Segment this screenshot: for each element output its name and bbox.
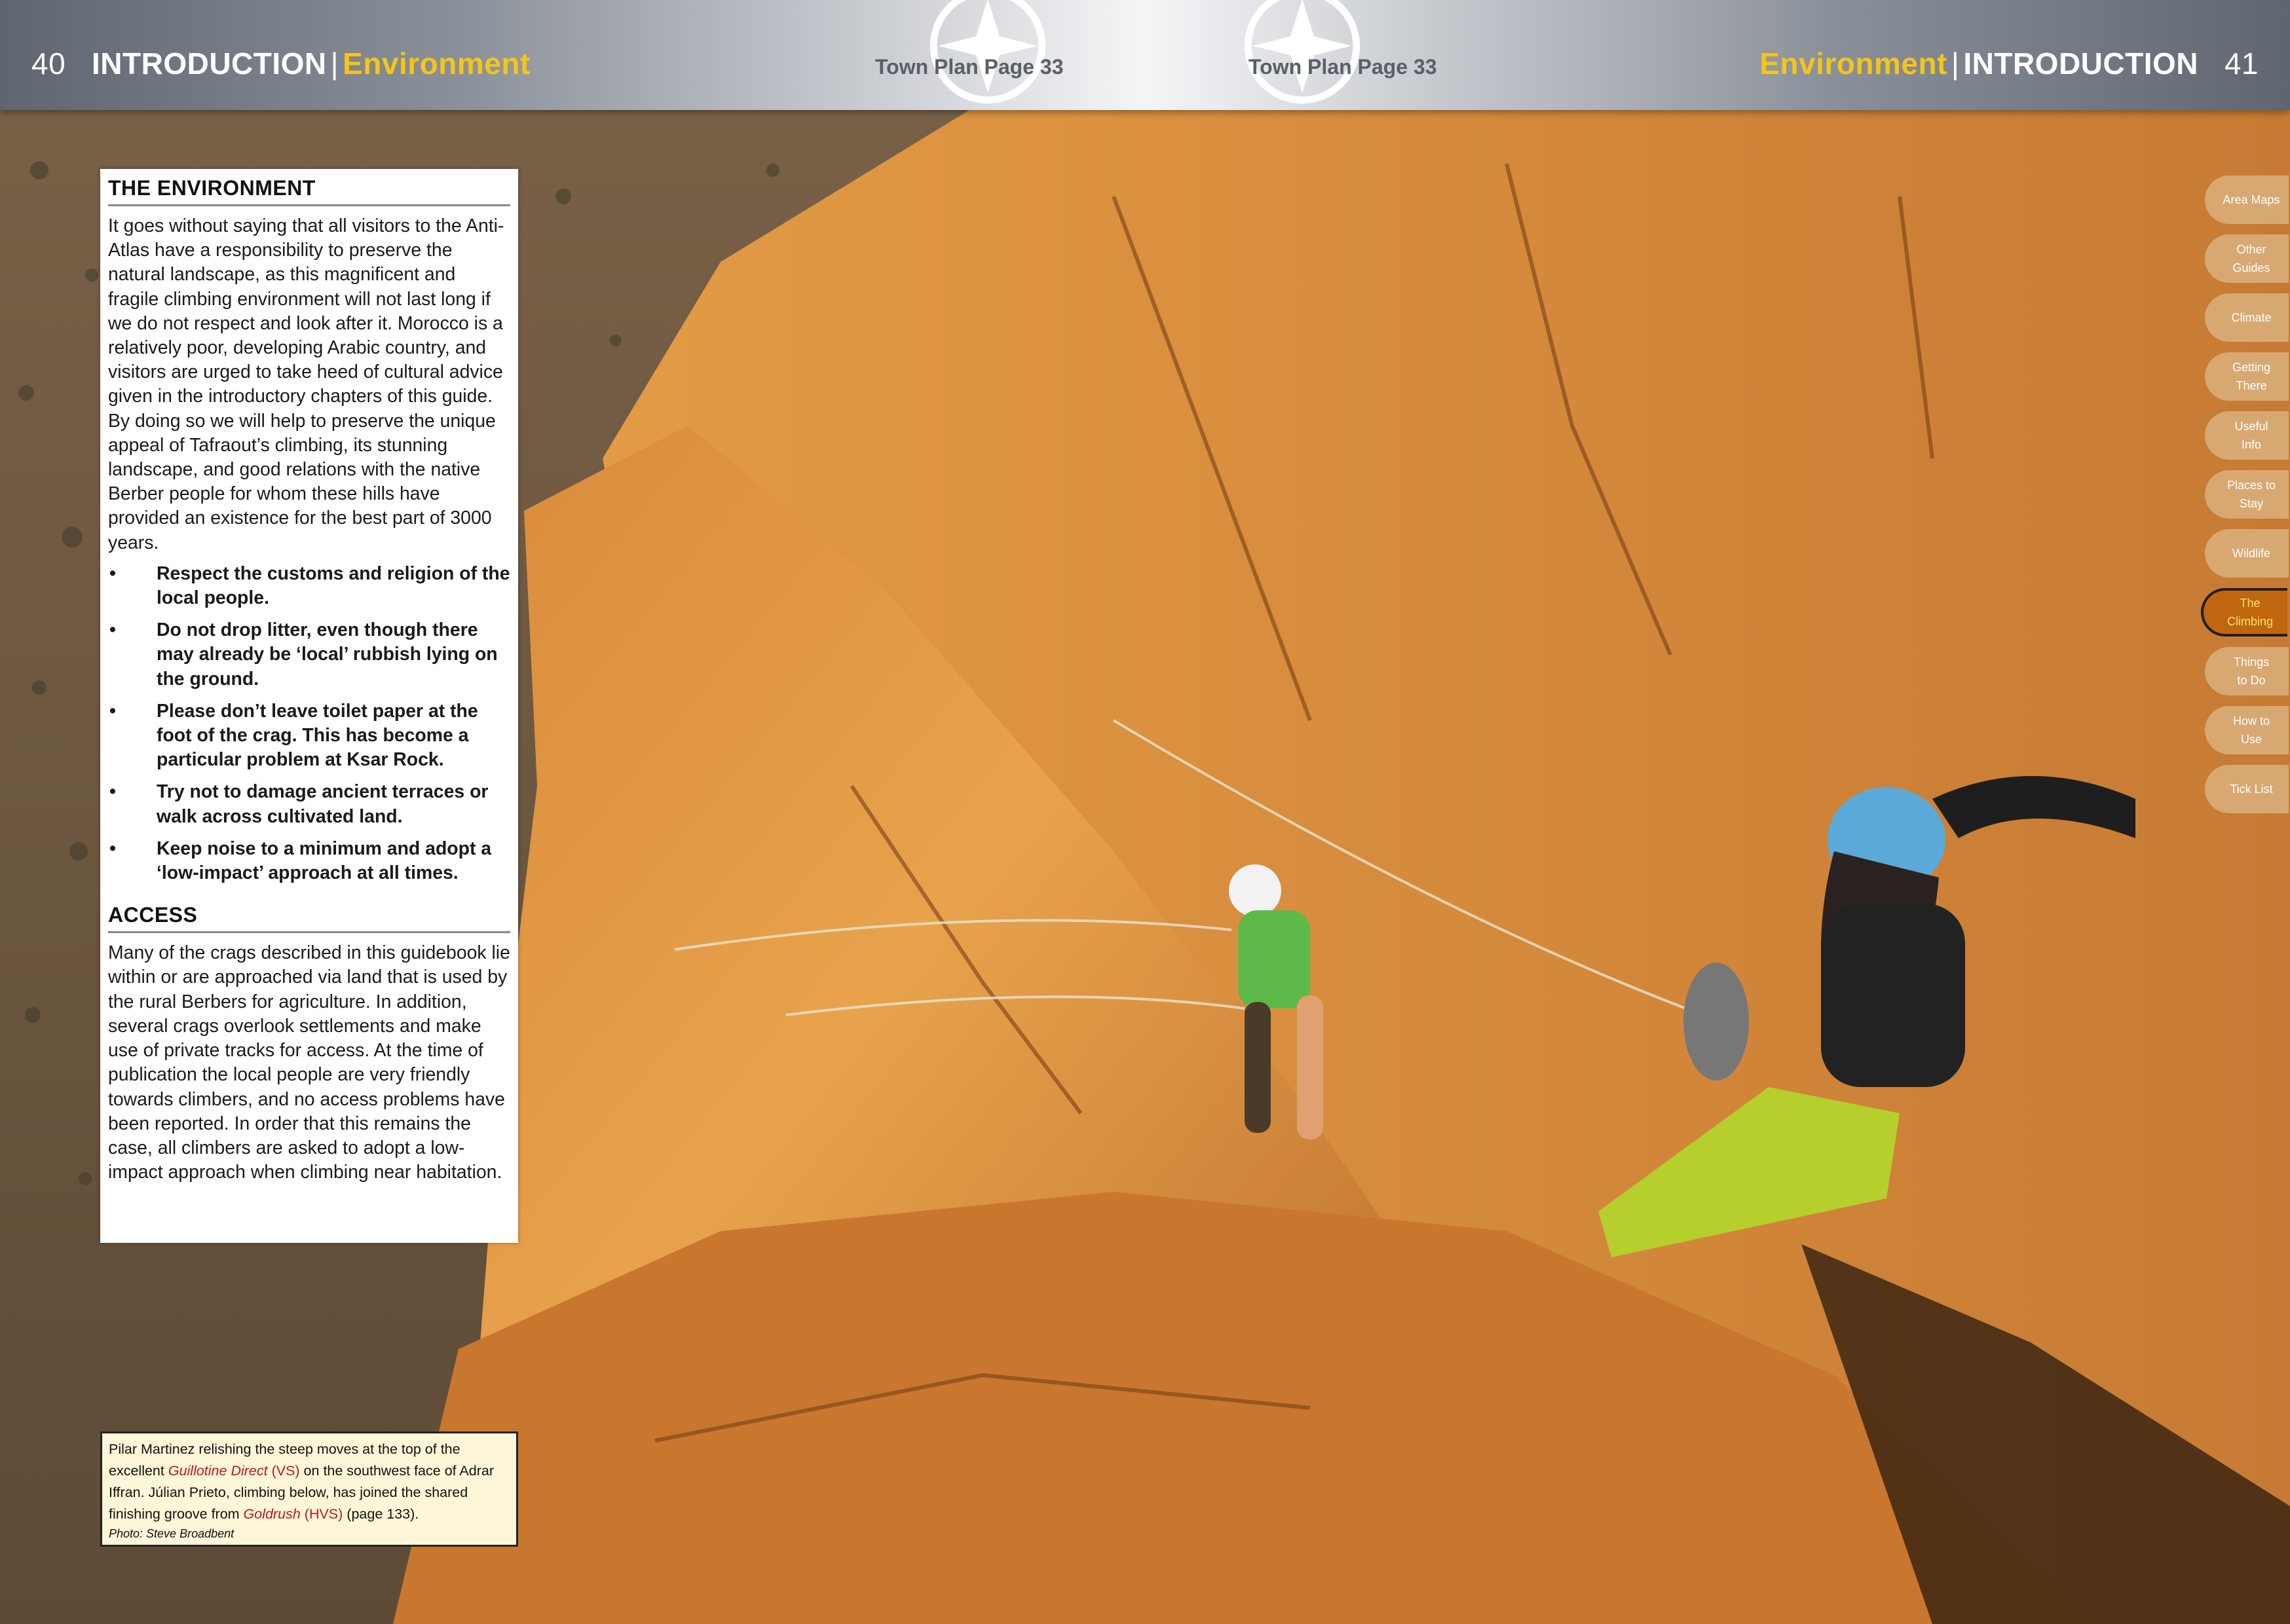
tab-useful[interactable] <box>2205 411 2289 460</box>
list-item <box>108 699 510 773</box>
tab-label <box>2234 417 2268 454</box>
tab-label-line: Stay <box>2239 497 2263 510</box>
section-tabs <box>2205 175 2290 824</box>
tab-the[interactable] <box>2201 588 2287 637</box>
tab-label-line: Tick List <box>2230 783 2273 796</box>
list-item <box>108 780 510 828</box>
tab-label-line: to Do <box>2237 674 2266 687</box>
page-header <box>0 0 2290 110</box>
tab-label-line: Things <box>2233 655 2270 669</box>
tab-label-line: Guides <box>2232 261 2270 274</box>
tab-label-line: The <box>2240 597 2261 610</box>
tab-label <box>2223 191 2280 209</box>
tab-other[interactable] <box>2205 234 2289 283</box>
bullet-text: Respect the customs and religion of the local people. <box>157 563 510 609</box>
tab-label-line: Climbing <box>2226 615 2274 628</box>
tab-label-line: Info <box>2241 438 2262 451</box>
caption-text: (page 133). <box>343 1506 419 1522</box>
caption-text: on the southwest face of Adrar Iffran. Júlian Prieto, climbing below, has joined the shared finishing groove from <box>109 1463 494 1522</box>
left-section-title: INTRODUCTION <box>92 46 327 81</box>
left-subsection-title: Environment <box>343 46 531 81</box>
left-running-head <box>31 41 531 86</box>
tab-label <box>2232 544 2270 563</box>
tab-climate[interactable] <box>2205 293 2289 342</box>
tab-label <box>2227 594 2273 631</box>
access-body: Many of the crags described in this guidebook lie within or are approached via land that is used by the rural Berbers for agriculture. In addition, several crags overlook settlements and make use of private tracks for access. At the time of publication the local people are very friendly towards climbers, and no access problems have been reported. In order that this remains the case, all climbers are asked to adopt a low-impact approach when climbing near habitation. <box>108 942 510 1183</box>
compass-star-icon <box>929 0 1047 105</box>
bullet-text: Keep noise to a minimum and adopt a ‘low-impact’ approach at all times. <box>157 838 492 884</box>
tab-label <box>2231 308 2271 327</box>
list-item <box>108 618 510 692</box>
tab-label <box>2232 358 2270 395</box>
route-name: Goldrush <box>243 1506 301 1522</box>
tab-label-line: There <box>2236 379 2267 392</box>
tab-wildlife[interactable] <box>2205 529 2289 578</box>
left-town-plan-link[interactable]: Town Plan Page 33 <box>875 55 1064 79</box>
right-town-plan-link[interactable]: Town Plan Page 33 <box>1248 55 1437 79</box>
bullet-icon: • <box>109 838 116 859</box>
tab-places-to[interactable] <box>2205 470 2289 519</box>
compass-star-icon <box>1243 0 1361 105</box>
list-item <box>108 837 510 885</box>
bullet-icon: • <box>109 700 116 722</box>
photo-credit: Photo: Steve Broadbent <box>109 1527 235 1540</box>
tab-label <box>2234 653 2269 690</box>
tab-label-line: Other <box>2236 243 2266 256</box>
guidelines-list <box>108 562 510 885</box>
right-section-title: INTRODUCTION <box>1963 46 2198 81</box>
tab-label-line: Wildlife <box>2232 547 2270 560</box>
list-item <box>108 562 510 610</box>
tab-label <box>2232 240 2270 277</box>
bullet-icon: • <box>109 619 116 641</box>
left-page-number: 40 <box>31 46 66 81</box>
right-subsection-title: Environment <box>1759 46 1947 81</box>
right-running-head <box>1759 41 2259 86</box>
tab-label <box>2227 476 2276 513</box>
tab-label-line: Climate <box>2231 311 2272 324</box>
tab-label <box>2233 712 2270 748</box>
tab-label-line: How to <box>2232 714 2270 728</box>
right-separator: | <box>1951 46 1960 81</box>
environment-text-panel <box>100 169 518 1243</box>
environment-body: It goes without saying that all visitors to the Anti-Atlas have a responsibility to preserve the natural landscape, as this magnificent and fragile climbing environment will not last long if we do not respect and look after it. Morocco is a relatively poor, developing Arabic country, and visitors are urged to take heed of cultural advice given in the introductory chapters of this guide. By doing so we will help to preserve the unique appeal of Tafraout’s climbing, its stunning landscape, and good relations with the native Berber people for whom these hills have provided an existence for the best part of 3000 years. <box>108 215 504 553</box>
tab-label-line: Use <box>2240 733 2262 746</box>
environment-heading: THE ENVIRONMENT <box>108 173 510 206</box>
tab-area-maps[interactable] <box>2205 175 2289 224</box>
tab-things[interactable] <box>2205 647 2289 695</box>
tab-getting[interactable] <box>2205 352 2289 401</box>
route-grade: (HVS) <box>304 1506 343 1522</box>
bullet-icon: • <box>109 781 116 803</box>
left-separator: | <box>330 46 339 81</box>
photo-caption <box>100 1431 518 1547</box>
tab-tick-list[interactable] <box>2205 765 2289 813</box>
caption-text: Pilar Martinez relishing the steep moves at the top of the excellent <box>109 1441 460 1479</box>
tab-label-line: Area Maps <box>2223 193 2280 206</box>
bullet-text: Do not drop litter, even though there may already be ‘local’ rubbish lying on the ground. <box>157 619 498 690</box>
route-grade: (VS) <box>271 1463 300 1479</box>
bullet-text: Please don’t leave toilet paper at the foot of the crag. This has become a particular problem at Ksar Rock. <box>157 700 478 771</box>
bullet-text: Try not to damage ancient terraces or walk across cultivated land. <box>157 781 489 827</box>
access-heading: ACCESS <box>108 900 510 933</box>
tab-label-line: Places to <box>2226 479 2276 492</box>
route-name: Guillotine Direct <box>168 1463 268 1479</box>
bullet-icon: • <box>109 563 116 584</box>
tab-label-line: Useful <box>2234 420 2268 433</box>
right-page-number: 41 <box>2224 46 2259 81</box>
tab-label <box>2230 780 2272 798</box>
tab-how-to[interactable] <box>2205 706 2289 754</box>
tab-label-line: Getting <box>2232 361 2271 374</box>
